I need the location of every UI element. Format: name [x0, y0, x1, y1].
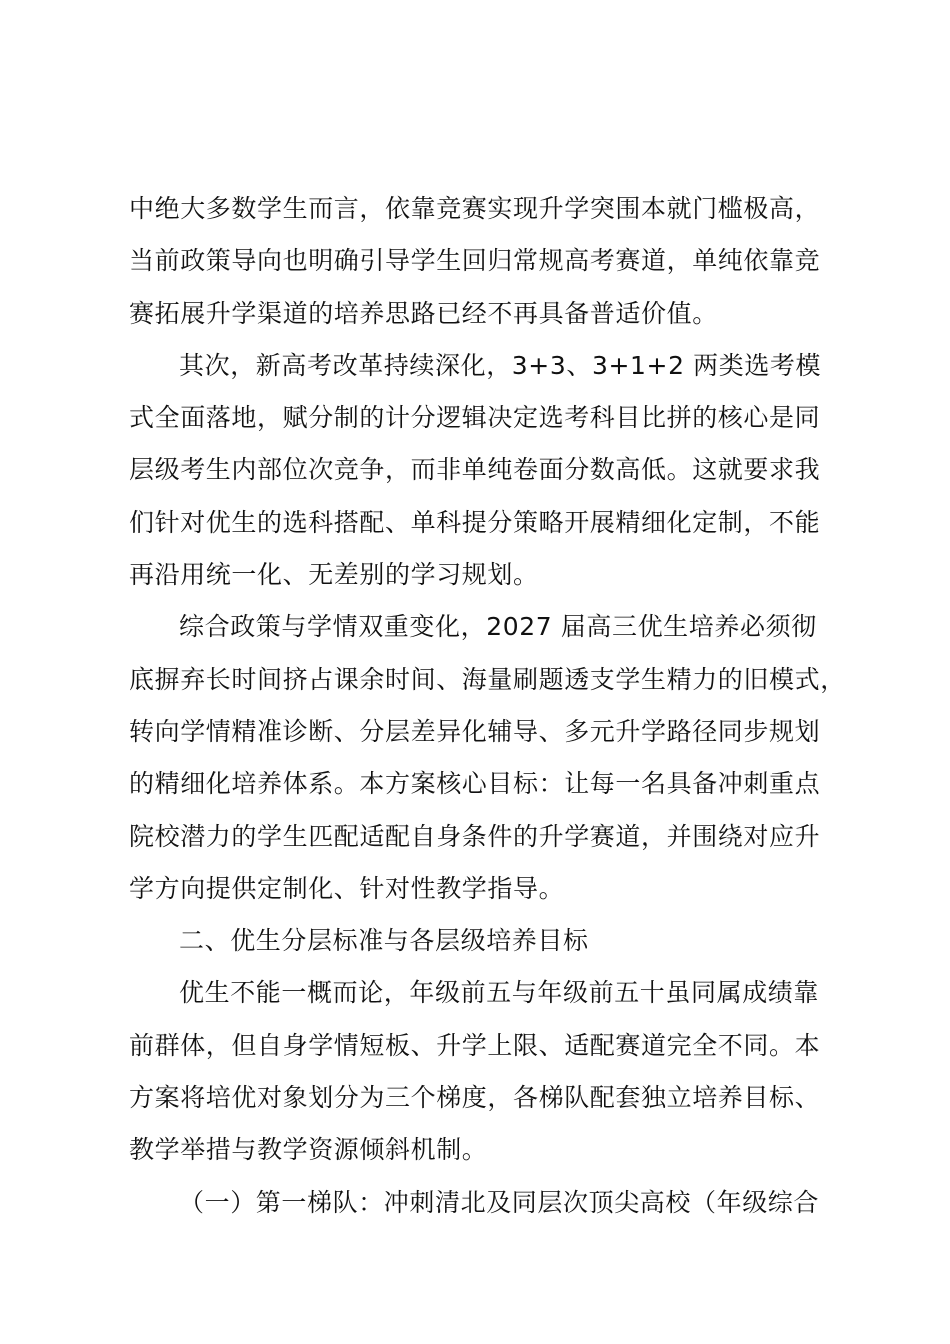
- text-line: 层级考生内部位次竞争，而非单纯卷面分数高低。这就要求我: [129, 455, 821, 485]
- text-line: 式全面落地，赋分制的计分逻辑决定选考科目比拼的核心是同: [129, 403, 821, 433]
- text-line: 学方向提供定制化、针对性教学指导。: [129, 873, 565, 903]
- text-line: 其次，新高考改革持续深化，3+3、3+1+2 两类选考模: [179, 350, 822, 380]
- text-line: 底摒弃长时间挤占课余时间、海量刷题透支学生精力的旧模式，: [129, 664, 846, 694]
- text-line: 们针对优生的选科搭配、单科提分策略开展精细化定制，不能: [129, 507, 821, 537]
- text-line: 转向学情精准诊断、分层差异化辅导、多元升学路径同步规划: [129, 716, 821, 746]
- text-line: 综合政策与学情双重变化，2027 届高三优生培养必须彻: [179, 612, 817, 642]
- text-line: 教学举措与教学资源倾斜机制。: [129, 1135, 488, 1165]
- text-line: 赛拓展升学渠道的培养思路已经不再具备普适价值。: [129, 298, 718, 328]
- text-line: 的精细化培养体系。本方案核心目标：让每一名具备冲刺重点: [129, 769, 821, 799]
- text-line: 院校潜力的学生匹配适配自身条件的升学赛道，并围绕对应升: [129, 821, 821, 851]
- text-line: 中绝大多数学生而言，依靠竞赛实现升学突围本就门槛极高，: [129, 194, 821, 223]
- text-line: 再沿用统一化、无差别的学习规划。: [129, 560, 539, 590]
- body-text: [129, 183, 846, 1229]
- text-line: 二、优生分层标准与各层级培养目标: [179, 926, 589, 956]
- text-line: 当前政策导向也明确引导学生回归常规高考赛道，单纯依靠竞: [129, 246, 821, 276]
- text-line: 方案将培优对象划分为三个梯度，各梯队配套独立培养目标、: [129, 1083, 821, 1113]
- text-line: 优生不能一概而论，年级前五与年级前五十虽同属成绩靠: [179, 978, 820, 1008]
- text-line: 前群体，但自身学情短板、升学上限、适配赛道完全不同。本: [129, 1030, 821, 1060]
- text-line: （一）第一梯队：冲刺清北及同层次顶尖高校（年级综合: [179, 1187, 820, 1217]
